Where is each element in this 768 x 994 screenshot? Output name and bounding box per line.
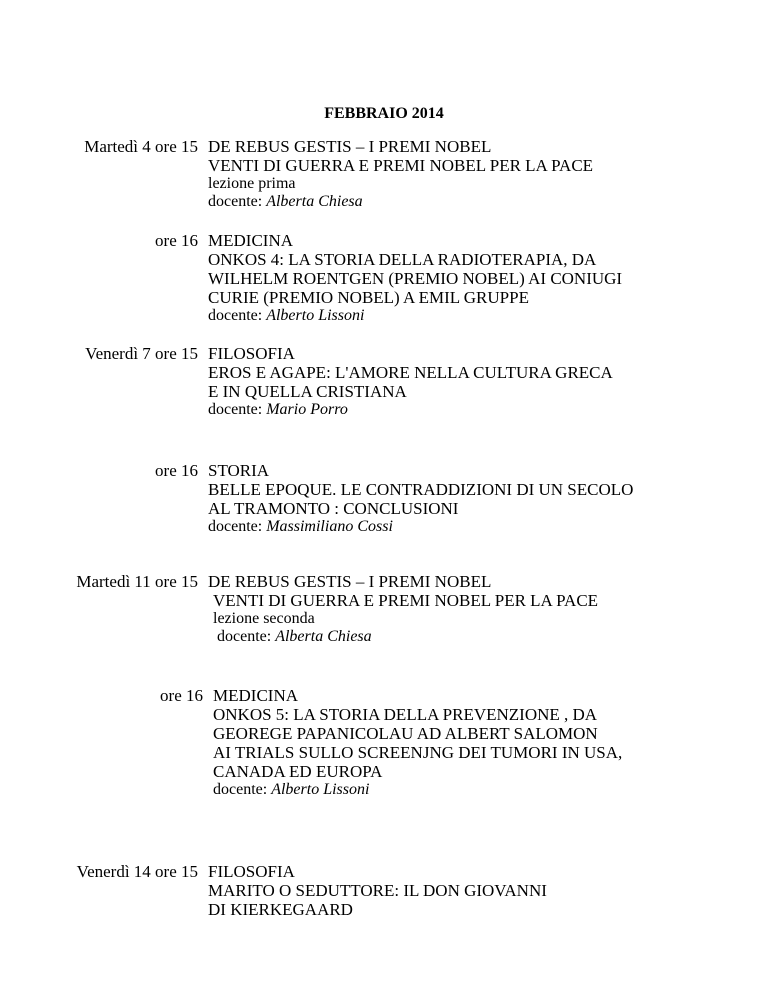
entry-title-line: AI TRIALS SULLO SCREENJNG DEI TUMORI IN USA, xyxy=(213,743,623,762)
entry-when: Venerdì 14 ore 15 xyxy=(76,862,198,881)
entry-when: ore 16 xyxy=(155,461,198,480)
entry-subject: MEDICINA xyxy=(213,686,298,705)
teacher-label: docente: xyxy=(208,193,267,210)
entry-subject: MEDICINA xyxy=(208,231,293,250)
teacher-name: Alberto Lissoni xyxy=(271,781,370,798)
teacher-name: Alberto Lissoni xyxy=(266,307,365,324)
entry-title-line: CURIE (PREMIO NOBEL) A EMIL GRUPPE xyxy=(208,288,529,307)
entry-subject: DE REBUS GESTIS – I PREMI NOBEL xyxy=(208,137,492,156)
entry-subject: STORIA xyxy=(208,461,270,480)
entry-title-line: ONKOS 5: LA STORIA DELLA PREVENZIONE , DA xyxy=(213,705,598,724)
entry-subject: FILOSOFIA xyxy=(208,344,295,363)
entry-when: Martedì 11 ore 15 xyxy=(76,572,198,591)
entry-title-line: GEOREGE PAPANICOLAU AD ALBERT SALOMON xyxy=(213,724,598,743)
entry-title-line: BELLE EPOQUE. LE CONTRADDIZIONI DI UN SECOLO xyxy=(208,480,634,499)
entry-teacher xyxy=(208,518,708,536)
teacher-name: Alberta Chiesa xyxy=(266,193,363,210)
teacher-name: Alberta Chiesa xyxy=(275,628,372,645)
teacher-name: Massimiliano Cossi xyxy=(266,518,393,535)
entry-title-line: DI KIERKEGAARD xyxy=(208,900,353,919)
teacher-label: docente: xyxy=(217,628,276,645)
entry-teacher xyxy=(208,628,708,646)
entry-when: ore 16 xyxy=(155,231,198,250)
teacher-label: docente: xyxy=(208,518,267,535)
entry-subject: FILOSOFIA xyxy=(208,862,295,881)
entry-title-line: E IN QUELLA CRISTIANA xyxy=(208,382,407,401)
teacher-label: docente: xyxy=(208,401,267,418)
entry-lesson: lezione prima xyxy=(208,175,296,192)
entry-title-line: VENTI DI GUERRA E PREMI NOBEL PER LA PACE xyxy=(208,156,594,175)
entry-title-line: MARITO O SEDUTTORE: IL DON GIOVANNI xyxy=(208,881,547,900)
teacher-label: docente: xyxy=(208,307,267,324)
entry-title-line: ONKOS 4: LA STORIA DELLA RADIOTERAPIA, DA xyxy=(208,250,597,269)
entry-title-line: CANADA ED EUROPA xyxy=(213,762,383,781)
entry-subject: DE REBUS GESTIS – I PREMI NOBEL xyxy=(208,572,492,591)
entry-title-line: WILHELM ROENTGEN (PREMIO NOBEL) AI CONIUGI xyxy=(208,269,623,288)
page-title: FEBBRAIO 2014 xyxy=(324,105,444,122)
entry-when: Venerdì 7 ore 15 xyxy=(85,344,198,363)
entry-teacher xyxy=(208,307,708,325)
entry-when: ore 16 xyxy=(160,686,203,705)
entry-when: Martedì 4 ore 15 xyxy=(84,137,198,156)
entry-lesson: lezione seconda xyxy=(213,610,315,627)
teacher-name: Mario Porro xyxy=(266,401,348,418)
entry-teacher xyxy=(208,193,708,211)
entry-title-line: AL TRAMONTO : CONCLUSIONI xyxy=(208,499,459,518)
entry-title-line: EROS E AGAPE: L'AMORE NELLA CULTURA GRECA xyxy=(208,363,613,382)
teacher-label: docente: xyxy=(213,781,272,798)
entry-teacher xyxy=(208,401,708,419)
entry-teacher xyxy=(213,781,713,799)
entry-title-line: VENTI DI GUERRA E PREMI NOBEL PER LA PACE xyxy=(213,591,599,610)
